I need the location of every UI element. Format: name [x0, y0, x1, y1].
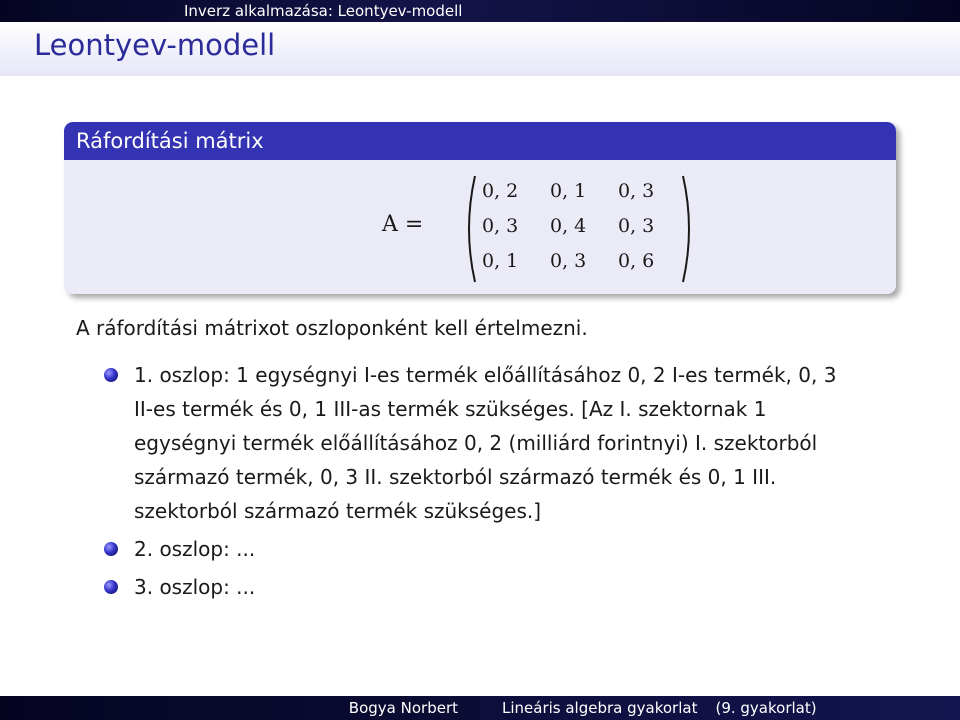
bullet-icon: [104, 580, 118, 594]
matrix-lhs: A =: [382, 212, 424, 237]
list-item: [104, 570, 844, 604]
footer-course-info: [480, 696, 960, 720]
matrix-cell: 0, 2: [482, 180, 519, 202]
matrix-cell: 0, 1: [550, 180, 587, 202]
frame-title: Leontyev-modell: [34, 28, 276, 62]
intro-text: A ráfordítási mátrixot oszloponként kell értelmezni.: [76, 316, 588, 340]
footer-course: Lineáris algebra gyakorlat: [502, 699, 698, 717]
header-bar: [0, 0, 960, 22]
left-paren-icon: [460, 174, 478, 284]
matrix-cell: 0, 1: [482, 250, 519, 272]
block-title: Ráfordítási mátrix: [64, 122, 896, 160]
list-item-text: 2. oszlop: ...: [134, 537, 256, 561]
list-item: [104, 532, 844, 566]
matrix-cell: 0, 4: [550, 215, 587, 237]
footer-author: Bogya Norbert: [0, 696, 480, 720]
list-item: [104, 358, 844, 528]
bullet-icon: [104, 542, 118, 556]
matrix-cell: 0, 3: [482, 215, 519, 237]
matrix-cells: [482, 180, 686, 285]
block-body: [64, 160, 896, 294]
matrix-cell: 0, 3: [618, 180, 655, 202]
right-paren-icon: [680, 174, 698, 284]
matrix-cell: 0, 3: [550, 250, 587, 272]
matrix-cell: 0, 6: [618, 250, 655, 272]
frame-title-bar: [0, 22, 960, 76]
list-item-text: 1. oszlop: 1 egységnyi I-es termék előállításához 0, 2 I-es termék, 0, 3 II-es termék és 0, 1 III-as termék szükséges. [Az I. szektornak 1 egységnyi termék előállításához 0, 2 (milliárd forintnyi) I. szektorból származó termék, 0, 3 II. szektorból származó termék és 0, 1 III. szektorból származó termék szükséges.]: [134, 363, 837, 523]
matrix-cell: 0, 3: [618, 215, 655, 237]
list-item-text: 3. oszlop: ...: [134, 575, 256, 599]
footer-session: (9. gyakorlat): [715, 699, 817, 717]
section-title: Inverz alkalmazása: Leontyev-modell: [184, 2, 463, 20]
bullet-list: [104, 358, 844, 608]
footer-bar: [0, 696, 960, 720]
bullet-icon: [104, 368, 118, 382]
matrix-equation: [382, 174, 655, 284]
matrix-block: [64, 122, 896, 294]
